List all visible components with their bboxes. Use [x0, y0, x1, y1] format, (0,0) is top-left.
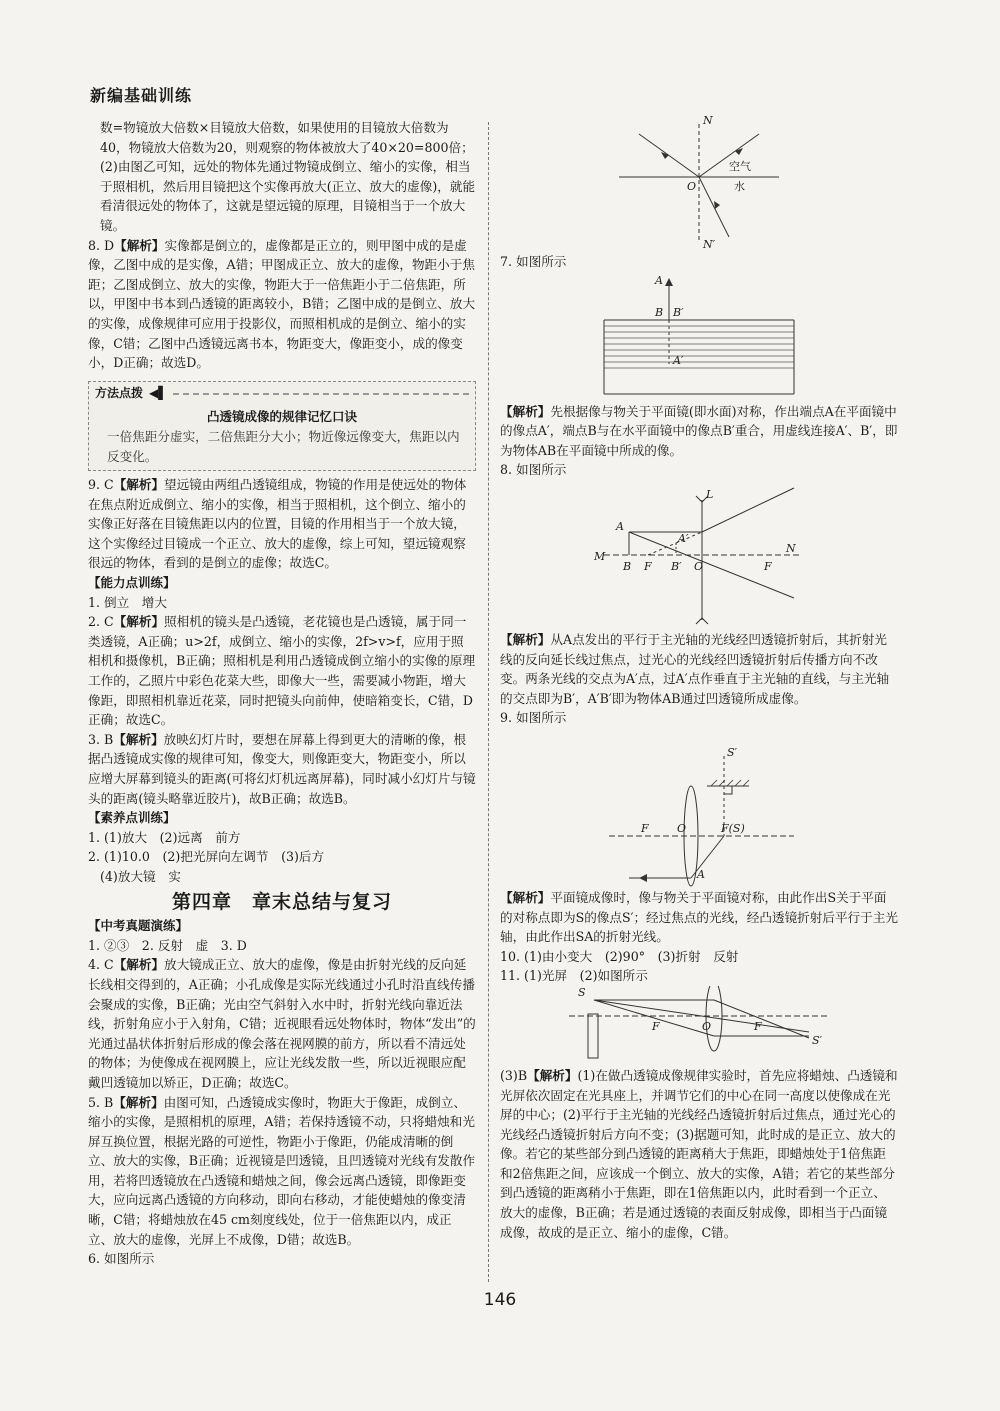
arrow-icon: [639, 874, 647, 882]
ray-SA: [691, 836, 724, 878]
label-A: A: [697, 867, 705, 881]
tip-divider: [173, 393, 469, 395]
chapter-title: 第四章 章末总结与复习: [171, 890, 392, 913]
label-F-right: F: [764, 559, 772, 573]
analysis-text: 先根据像与物关于平面镜(即水面)对称，作出端点A在平面镜中的像点A′，端点B与在水平面镜中的像点B′重合，用虚线连接A′、B′，即为物体AB在平面镜中所成的像。: [500, 403, 898, 458]
tip-label: 方法点拨: [95, 385, 144, 400]
candle-icon: [588, 1014, 598, 1058]
arrow-icon: [735, 148, 743, 155]
answer-9: [88, 475, 476, 573]
analysis-tag: 【解析】: [113, 957, 165, 973]
water-lines: [604, 326, 794, 368]
answer-number: (3)B: [500, 1067, 528, 1083]
label-B: B: [655, 305, 664, 319]
answer-number: 5. B: [88, 1094, 114, 1110]
extension-line: [648, 532, 702, 555]
label-O: O: [687, 180, 697, 193]
answer-8: [88, 236, 476, 373]
q9-heading: 9. 如图所示: [500, 710, 567, 726]
answer-text: 放映幻灯片时，要想在屏幕上得到更大的清晰的像，根据凸透镜成实像的规律可知，像变大，则像距变大，物距变小，所以应增大屏幕到镜头的距离(可将幻灯机远离屏幕)，同时减小幻灯片与镜头的距离(镜头略靠近胶片)，故B正确；故选B。: [88, 731, 476, 806]
label-F-right: F: [754, 1019, 762, 1033]
q10-answer: 10. (1)由小变大 (2)90° (3)折射 反射: [500, 948, 739, 964]
analysis-tag: 【解析】: [114, 237, 165, 253]
q8-heading: 8. 如图所示: [500, 462, 567, 478]
analysis-text: 平面镜成像时，像与物关于平面镜对称，由此作出S关于平面的对称点即为S的像点S′；经过焦点的光线，经凸透镜折射后平行于主光轴，由此作出SA的折射光线。: [500, 889, 898, 945]
quality-2b: (4)放大镜 实: [100, 868, 181, 884]
answer-text: 放大镜成正立、放大的虚像，像是由折射光线的反向延长线相交得到的，A正确；小孔成像是实际光线通过小孔时沿直线传播会聚成的实像，B正确；光由空气斜射入水中时，折射光线向靠近法线，折射角应小于入射角，C错；近视眼看远处物体时，物体“发出”的光通过晶状体折射后形成的像会落在视网膜的前方，所以看不清远处的物体；为使像成在视网膜上，应让光线发散一些，所以近视眼应配戴凹透镜加以矫正，D正确；故选C。: [88, 957, 476, 1090]
q9-analysis: [500, 888, 898, 947]
label-S: S: [578, 985, 586, 999]
answer-text: 照相机的镜头是凸透镜，老花镜也是凸透镜，属于同一类透镜，A正确；u>2f，成倒立、缩小的实像，2f>v>f，应用于照相机和摄像机，B正确；照相机是利用凸透镜成倒立缩小的实像的原理工作的，乙照片中彩色花菜大些，即像大一些，需要减小物距，增大像距，即照相机靠近花菜，同时把镜头向前伸，使暗箱变长，C错，D正确；故选C。: [88, 614, 476, 728]
label-B-prime: B′: [671, 559, 682, 573]
method-tip-box: [88, 381, 476, 471]
label-air: 空气: [729, 160, 751, 173]
exam-1-3: 1. ②③ 2. 反射 虚 3. D: [88, 937, 247, 953]
arrow-icon: [714, 201, 720, 209]
q8-analysis: [500, 630, 898, 708]
label-F: F: [644, 559, 652, 573]
label-O: O: [702, 1019, 712, 1033]
section-quality: 【素养点训练】: [88, 810, 176, 826]
label-A-prime: A′: [678, 531, 689, 545]
answer-text: 望远镜由两组凸透镜组成，物镜的作用是使远处的物体在焦点附近成倒立、缩小的实像，相当于照相机，这个倒立、缩小的实像正好落在目镜焦距以内的位置，目镜的作用相当于一个放大镜，这个实像经过目镜成一个正立、放大的虚像，综上可知，望远镜观察很远的物体，看到的是倒立的虚像；故选C。: [88, 477, 467, 571]
figure-7-plane-mirror: [599, 272, 799, 402]
label-O: O: [677, 821, 687, 835]
speaker-icon: ◀▌: [149, 385, 168, 400]
q7-heading: 7. 如图所示: [500, 254, 567, 269]
label-N-prime: N′: [703, 238, 716, 251]
tip-body: 一倍焦距分虚实，二倍焦距分大小；物近像远像变大，焦距以内反变化。: [107, 428, 460, 464]
label-A-prime: A′: [673, 353, 684, 367]
ability-3: [88, 730, 476, 808]
label-S-prime: S′: [812, 1033, 823, 1047]
answer-text: 由图可知，凸透镜成实像时，物距大于像距，成倒立、缩小的实像，是照相机的原理，A错；若保持透镜不动，只将蜡烛和光屏互换位置，根据光路的可逆性，物距小于像距，仍能成清晰的倒立、放大的实像，B正确；近视镜是凹透镜，且凹透镜对光线有发散作用，若将凹透镜放在凸透镜和蜡烛之间，像会远离凸透镜，即像距变大，应向远离凸透镜的方向移动，即向右移动，才能使蜡烛的像变清晰，C错；将蜡烛放在45 cm刻度线处，位于一倍焦距以内，成正立、放大的虚像，光屏上不成像，D错；故选B。: [88, 1094, 476, 1247]
analysis-tag: 【解析】: [113, 614, 165, 630]
q11-analysis: [500, 1066, 898, 1242]
label-N: N: [703, 114, 713, 127]
label-M: M: [594, 549, 606, 563]
analysis-tag: 【解析】: [113, 477, 165, 493]
figure-9-convex-lens-mirror: [599, 728, 799, 888]
figure-6-refraction: [599, 112, 799, 252]
quality-2: 2. (1)10.0 (2)把光屏向左调节 (3)后方: [88, 849, 325, 865]
label-B-prime: B′: [673, 305, 684, 319]
answer-number: 8. D: [88, 237, 115, 253]
q7-analysis: [500, 402, 898, 461]
label-F-S: F(S): [721, 821, 745, 835]
section-exam: 【中考真题演练】: [88, 918, 189, 934]
analysis-tag: 【解析】: [500, 631, 551, 647]
analysis-tag: 【解析】: [113, 731, 164, 747]
paragraph-continued: 数=物镜放大倍数×目镜放大倍数，如果使用的目镜放大倍数为40，物镜放大倍数为20，则观察的物体被放大了40×20=800倍；(2)由图乙可知，远处的物体先通过物镜成倒立、缩小的实像，相当于照相机，然后用目镜把这个实像再放大(正立、放大的虚像)，就能看清很远处的物体了，这就是望远镜的原理，目镜相当于一个放大镜。: [100, 120, 476, 233]
label-L: L: [706, 487, 714, 501]
label-N: N: [786, 541, 796, 555]
analysis-tag: 【解析】: [500, 889, 551, 905]
label-A: A: [616, 519, 624, 533]
refracted-ray: [699, 177, 729, 237]
arrow-icon: [665, 278, 673, 286]
section-ability: 【能力点训练】: [88, 575, 176, 591]
answer-text: 实像都是倒立的，虚像都是正立的，则甲图中成的是虚像，乙图中成的是实像，A错；甲图成正立、放大的虚像，物距小于焦距；乙图成倒立、放大的实像，物距大于一倍焦距小于二倍焦距，所以，甲图中书本到凸透镜的距离较小，B错；乙图中成的是倒立、放大的实像，成像规律可应用于投影仪，而照相机成的是倒立、缩小的实像，C错；乙图中凸透镜远离书本，物距变大，像距变小，成的像变小，D正确；故选D。: [88, 237, 476, 371]
figure-11-convex-lens: [564, 986, 834, 1066]
q11-answer: 11. (1)光屏 (2)如图所示: [500, 968, 648, 984]
answer-number: 2. C: [88, 614, 114, 630]
book-title: 新编基础训练: [90, 86, 193, 105]
analysis-text: 从A点发出的平行于主光轴的光线经凹透镜折射后，其折射光线的反向延长线过焦点，过光心的光线经凹透镜折射后传播方向不改变。两条光线的交点为A′点，过A′点作垂直于主光轴的直线，与主光轴的交点即为B′，A′B′即为物体AB通过凹透镜所成虚像。: [500, 631, 890, 706]
exam-5: [88, 1093, 476, 1250]
incident-ray: [639, 134, 699, 177]
ability-2: [88, 612, 476, 730]
label-O: O: [694, 559, 704, 573]
label-B: B: [623, 559, 632, 573]
refracted-ray-1: [702, 488, 794, 532]
ability-1: 1. 倒立 增大: [88, 594, 167, 610]
analysis-tag: 【解析】: [113, 1094, 164, 1110]
label-S-prime: S′: [727, 745, 738, 759]
page-number: 146: [483, 1290, 517, 1310]
label-A: A: [655, 273, 663, 287]
label-water: 水: [734, 180, 745, 193]
figure-8-concave-lens: [594, 480, 804, 630]
exam-6: 6. 如图所示: [88, 1251, 155, 1267]
analysis-tag: 【解析】: [527, 1067, 578, 1083]
analysis-tag: 【解析】: [500, 403, 551, 419]
right-column: [500, 112, 898, 1242]
exam-4: [88, 955, 476, 1092]
left-column: [88, 118, 476, 1269]
answer-number: 3. B: [88, 731, 114, 747]
label-F: F: [652, 1019, 660, 1033]
mirror-hatch: [711, 780, 749, 786]
quality-1: 1. (1)放大 (2)远离 前方: [88, 829, 241, 845]
answer-number: 9. C: [88, 477, 114, 493]
answer-number: 4. C: [88, 957, 114, 973]
tip-title: 凸透镜成像的规律记忆口诀: [206, 409, 357, 425]
label-F: F: [641, 821, 649, 835]
column-divider: [488, 122, 489, 1282]
analysis-text: (1)在做凸透镜成像规律实验时，首先应将蜡烛、凸透镜和光屏依次固定在光具座上，并调节它们的中心在同一高度以使像成在光屏的中心；(2)平行于主光轴的光线经凸透镜折射后过焦点，通过光心的光线经凸透镜折射后方向不变；(3)据题可知，此时成的是正立、放大的像。若它的某些部分到凸透镜的距离稍大于焦距，即蜡烛处于1倍焦距和2倍焦距之间，应该成一个倒立、放大的实像，A错；若它的某些部分到凸透镜的距离稍小于焦距，即在1倍焦距以内，此时看到一个正立、放大的虚像，B正确；若是通过透镜的表面反射成像，即相当于凸面镜成像，故成的是正立、缩小的虚像，C错。: [500, 1067, 898, 1240]
